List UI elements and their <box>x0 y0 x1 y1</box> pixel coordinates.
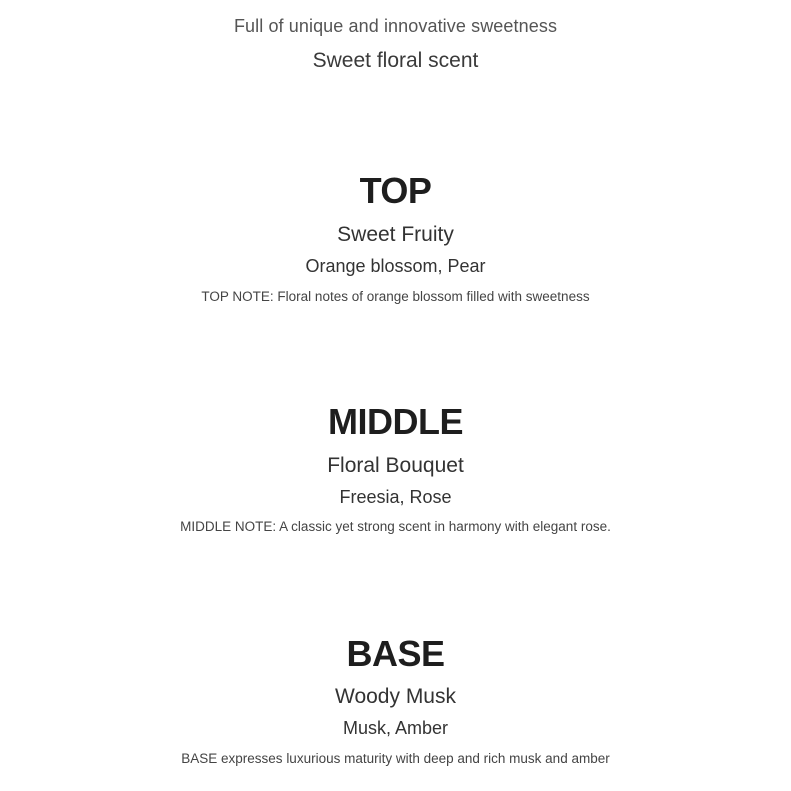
intro-title: Sweet floral scent <box>312 49 479 72</box>
intro-subtitle: Full of unique and innovative sweetness <box>233 16 558 36</box>
middle-note-description: MIDDLE NOTE: A classic yet strong scent in harmony with elegant rose. <box>180 519 611 534</box>
base-note-name: Woody Musk <box>335 685 456 708</box>
base-note-ingredients: Musk, Amber <box>342 718 449 738</box>
top-note-name: Sweet Fruity <box>337 223 454 246</box>
middle-note-name: Floral Bouquet <box>327 454 464 477</box>
base-note-description: BASE expresses luxurious maturity with deep and rich musk and amber <box>181 751 610 766</box>
top-note-heading: TOP <box>359 170 432 211</box>
top-note-description: TOP NOTE: Floral notes of orange blossom filled with sweetness <box>201 289 590 304</box>
base-note-heading: BASE <box>346 633 445 674</box>
middle-note-ingredients: Freesia, Rose <box>339 487 452 507</box>
top-note-ingredients: Orange blossom, Pear <box>305 256 486 276</box>
middle-note-heading: MIDDLE <box>328 401 463 442</box>
